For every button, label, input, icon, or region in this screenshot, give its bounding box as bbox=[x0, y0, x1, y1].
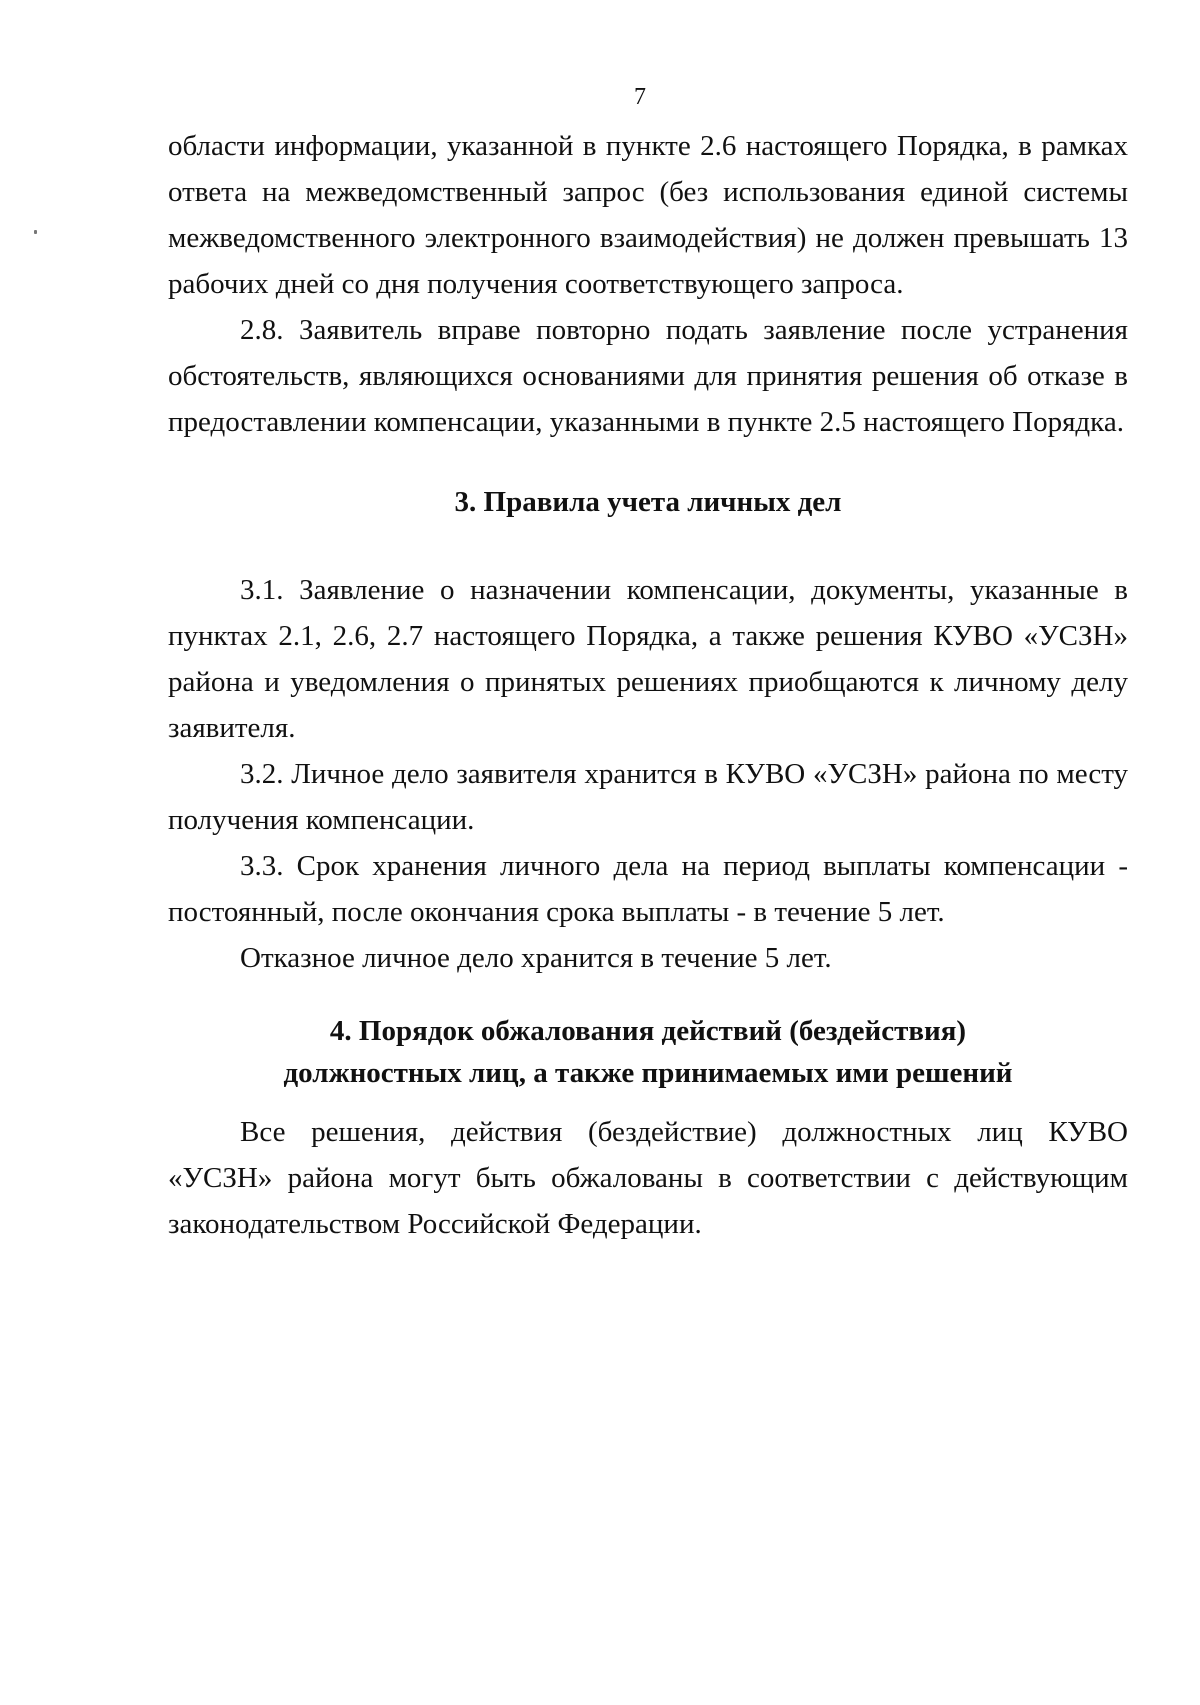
paragraph-3-2: 3.2. Личное дело заявителя хранится в КУВО «УСЗН» района по месту получения компенсации. bbox=[168, 758, 1128, 836]
paragraph-refusal-file: Отказное личное дело хранится в течение 5 лет. bbox=[240, 942, 832, 974]
paragraph-appeal: Все решения, действия (бездействие) должностных лиц КУВО «УСЗН» района могут быть обжалованы в соответствии с действующим законодательством Российской Федерации. bbox=[168, 1116, 1128, 1240]
section-3-heading: 3. Правила учета личных дел bbox=[454, 486, 842, 518]
section-4-heading-line-1: 4. Порядок обжалования действий (бездействия) bbox=[329, 1015, 967, 1047]
section-4-heading bbox=[168, 1010, 1128, 1094]
paragraph-2-8: 2.8. Заявитель вправе повторно подать заявление после устранения обстоятельств, являющихся основаниями для принятия решения об отказе в предоставлении компенсации, указанными в пункте 2.5 настоящего Порядка. bbox=[168, 314, 1128, 438]
section-4-heading-line-2: должностных лиц, а также принимаемых ими решений bbox=[283, 1057, 1013, 1089]
scan-speck bbox=[34, 230, 37, 234]
page-number: 7 bbox=[634, 84, 646, 110]
paragraph-continuation: области информации, указанной в пункте 2.6 настоящего Порядка, в рамках ответа на межведомственный запрос (без использования единой системы межведомственного электронного взаимодействия) не должен превышать 13 рабочих дней со дня получения соответствующего запроса. bbox=[168, 130, 1128, 300]
paragraph-3-1: 3.1. Заявление о назначении компенсации, документы, указанные в пунктах 2.1, 2.6, 2.7 настоящего Порядка, а также решения КУВО «УСЗН» района и уведомления о принятых решениях приобщаются к личному делу заявителя. bbox=[168, 574, 1128, 744]
paragraph-3-3: 3.3. Срок хранения личного дела на период выплаты компенсации - постоянный, после окончания срока выплаты - в течение 5 лет. bbox=[168, 850, 1128, 928]
